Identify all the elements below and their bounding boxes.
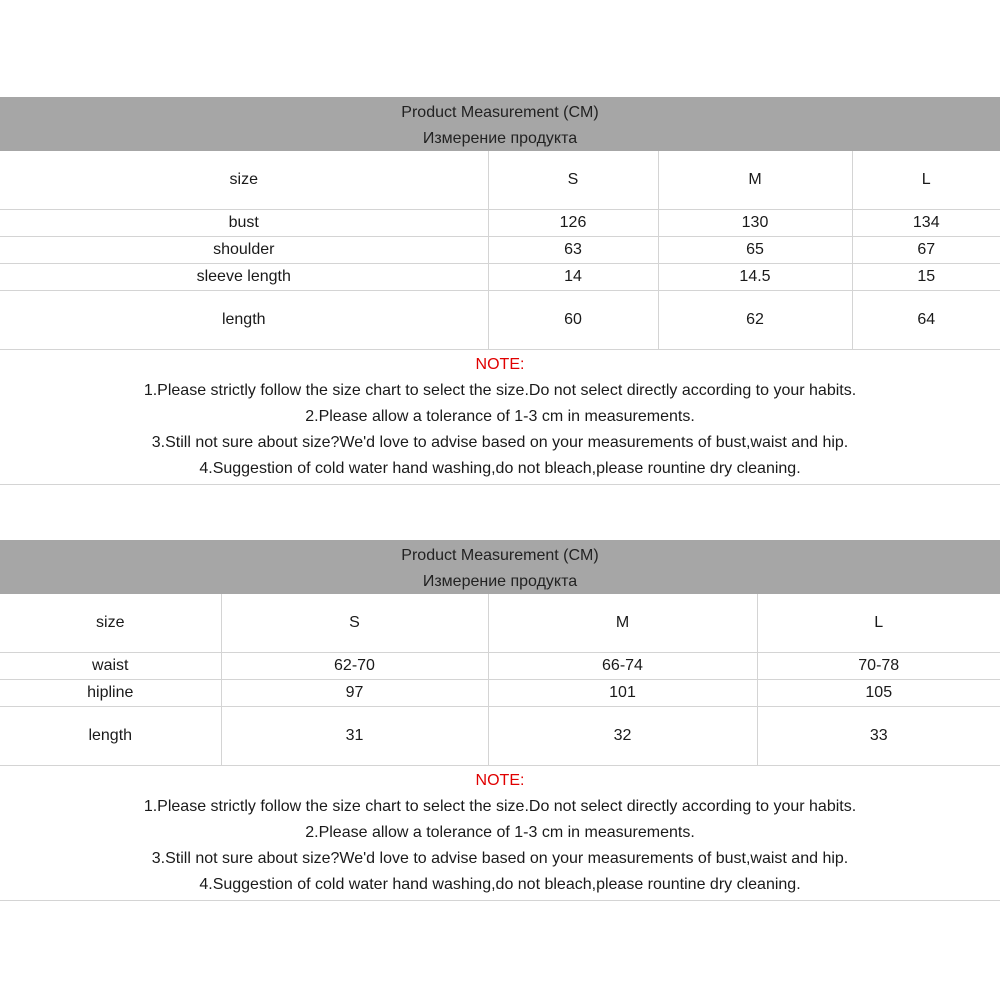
note-section [0, 350, 1000, 485]
table-header-banner [0, 540, 1000, 594]
table-row [0, 237, 1000, 264]
row-label: hipline [0, 680, 221, 707]
cell-s: 14 [488, 264, 658, 291]
header-m: M [658, 151, 852, 210]
title-english: Product Measurement (CM) [401, 547, 599, 564]
row-label: length [0, 291, 488, 350]
cell-l: 105 [757, 680, 1000, 707]
table-header-banner [0, 97, 1000, 151]
note-title: NOTE: [475, 772, 525, 789]
row-label: bust [0, 210, 488, 237]
note-line: 4.Suggestion of cold water hand washing,do not bleach,please rountine dry cleaning. [199, 876, 801, 893]
note-title: NOTE: [475, 356, 525, 373]
header-size: size [0, 594, 221, 653]
header-m: M [488, 594, 757, 653]
cell-m: 66-74 [488, 653, 757, 680]
table-row [0, 264, 1000, 291]
note-line: 1.Please strictly follow the size chart to select the size.Do not select directly according to your habits. [143, 798, 857, 815]
note-line: 1.Please strictly follow the size chart to select the size.Do not select directly according to your habits. [143, 382, 857, 399]
header-size: size [0, 151, 488, 210]
cell-m: 101 [488, 680, 757, 707]
cell-l: 64 [852, 291, 1000, 350]
size-table [0, 594, 1000, 766]
cell-l: 134 [852, 210, 1000, 237]
size-chart-bottom [0, 540, 1000, 901]
cell-l: 15 [852, 264, 1000, 291]
cell-m: 130 [658, 210, 852, 237]
table-row [0, 707, 1000, 766]
note-line: 3.Still not sure about size?We'd love to advise based on your measurements of bust,waist and hip. [151, 434, 849, 451]
table-header-row [0, 151, 1000, 210]
cell-m: 65 [658, 237, 852, 264]
table-header-row [0, 594, 1000, 653]
row-label: length [0, 707, 221, 766]
cell-l: 67 [852, 237, 1000, 264]
title-english: Product Measurement (CM) [401, 104, 599, 121]
title-russian: Измерение продукта [422, 573, 578, 590]
table-row [0, 680, 1000, 707]
cell-l: 33 [757, 707, 1000, 766]
note-line: 3.Still not sure about size?We'd love to advise based on your measurements of bust,waist and hip. [151, 850, 849, 867]
note-section [0, 766, 1000, 901]
cell-m: 32 [488, 707, 757, 766]
cell-s: 62-70 [221, 653, 488, 680]
cell-s: 63 [488, 237, 658, 264]
row-label: waist [0, 653, 221, 680]
cell-m: 14.5 [658, 264, 852, 291]
cell-s: 60 [488, 291, 658, 350]
note-line: 2.Please allow a tolerance of 1-3 cm in measurements. [305, 408, 695, 425]
row-label: shoulder [0, 237, 488, 264]
table-row [0, 210, 1000, 237]
cell-s: 126 [488, 210, 658, 237]
header-s: S [488, 151, 658, 210]
cell-m: 62 [658, 291, 852, 350]
note-line: 4.Suggestion of cold water hand washing,do not bleach,please rountine dry cleaning. [199, 460, 801, 477]
header-l: L [757, 594, 1000, 653]
cell-l: 70-78 [757, 653, 1000, 680]
title-russian: Измерение продукта [422, 130, 578, 147]
header-l: L [852, 151, 1000, 210]
note-line: 2.Please allow a tolerance of 1-3 cm in measurements. [305, 824, 695, 841]
header-s: S [221, 594, 488, 653]
cell-s: 97 [221, 680, 488, 707]
size-table [0, 151, 1000, 350]
table-row [0, 653, 1000, 680]
size-chart-top [0, 97, 1000, 485]
cell-s: 31 [221, 707, 488, 766]
table-row [0, 291, 1000, 350]
row-label: sleeve length [0, 264, 488, 291]
